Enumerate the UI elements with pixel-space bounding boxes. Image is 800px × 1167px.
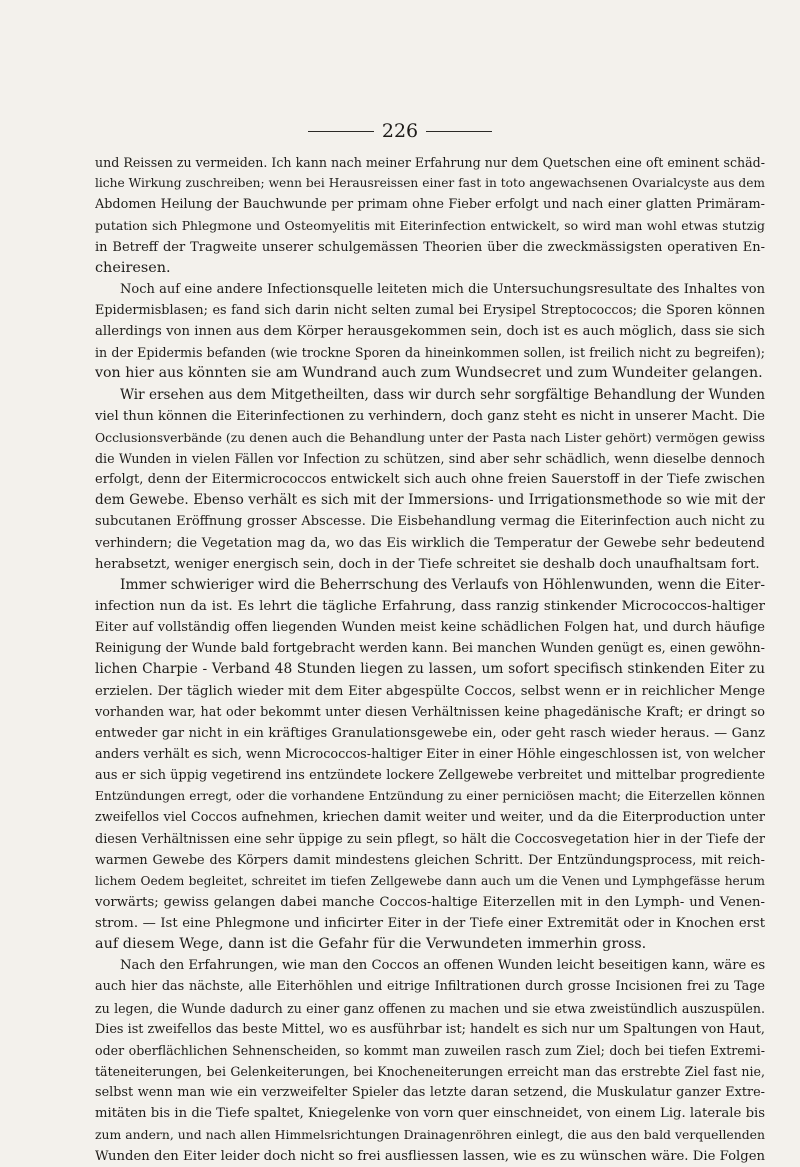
- text-line: Abdomen Heilung der Bauchwunde per primam ohne Fieber erfolgt und nach einer glatten Primäram-: [95, 197, 765, 213]
- text-line: lichen Charpie - Verband 48 Stunden liegen zu lassen, um sofort specifisch stinkenden Eiter zu: [95, 661, 765, 678]
- text-line: Reinigung der Wunde bald fortgebracht werden kann. Bei manchen Wunden genügt es, einen gewöhn-: [95, 641, 765, 657]
- text-line: cheiresen.: [95, 259, 171, 276]
- text-line: selbst wenn man wie ein verzweifelter Spieler das letzte daran setzend, die Muskulatur ganzer Extre-: [95, 1085, 765, 1101]
- text-line: Occlusionsverbände (zu denen auch die Behandlung unter der Pasta nach Lister gehört) vermögen gewiss: [95, 429, 765, 445]
- text-line: diesen Verhältnissen eine sehr üppige zu sein pflegt, so hält die Coccosvegetation hier in der Tiefe der: [95, 831, 765, 847]
- text-line: oder oberflächlichen Sehnenscheiden, so kommt man zuweilen rasch zum Ziel; doch bei tiefen Extremi-: [95, 1042, 765, 1058]
- text-line: in der Epidermis befanden (wie trockne Sporen da hineinkommen sollen, ist freilich nicht zu begreifen);: [95, 345, 765, 361]
- text-line: anders verhält es sich, wenn Micrococcos-haltiger Eiter in einer Höhle eingeschlossen ist, von welcher: [95, 746, 765, 762]
- text-line: putation sich Phlegmone und Osteomyelitis mit Eiterinfection entwickelt, so wird man wohl etwas stutzig: [95, 218, 765, 234]
- text-line: Wunden den Eiter leider doch nicht so frei ausfliessen lassen, wie es zu wünschen wäre. Die Folgen: [95, 1148, 765, 1164]
- text-line: auch hier das nächste, alle Eiterhöhlen und eitrige Infiltrationen durch grosse Incisionen frei zu Tage: [95, 979, 765, 995]
- text-line: Dies ist zweifellos das beste Mittel, wo es ausführbar ist; handelt es sich nur um Spaltungen von Haut,: [95, 1021, 765, 1037]
- text-line: subcutanen Eröffnung grosser Abscesse. Die Eisbehandlung vermag die Eiterinfection auch nicht zu: [95, 514, 765, 530]
- text-line: verhindern; die Vegetation mag da, wo das Eis wirklich die Temperatur der Gewebe sehr bedeutend: [95, 535, 765, 551]
- text-line: erfolgt, denn der Eitermicrococcos entwickelt sich auch ohne freien Sauerstoff in der Tiefe zwischen: [95, 472, 765, 488]
- text-line: viel thun können die Eiterinfectionen zu verhindern, doch ganz steht es nicht in unserer Macht. Die: [95, 408, 765, 424]
- page-number: 226: [381, 120, 419, 142]
- text-line: Entzündungen erregt, oder die vorhandene Entzündung zu einer perniciösen macht; die Eiterzellen können: [95, 789, 765, 804]
- text-line: Eiter auf vollständig offen liegenden Wunden meist keine schädlichen Folgen hat, und durch häufige: [95, 620, 765, 636]
- header-rule-left: [308, 131, 374, 132]
- text-line: und Reissen zu vermeiden. Ich kann nach meiner Erfahrung nur dem Quetschen eine oft eminent schäd-: [95, 155, 765, 170]
- text-line: mitäten bis in die Tiefe spaltet, Kniegelenke von vorn quer einschneidet, von einem Lig. laterale bis: [95, 1106, 765, 1122]
- text-line: in Betreff der Tragweite unserer schulgemässen Theorien über die zweckmässigsten operativen En-: [95, 239, 765, 255]
- text-line: Wir ersehen aus dem Mitgetheilten, dass wir durch sehr sorgfältige Behandlung der Wunden: [120, 386, 765, 403]
- text-line: auf diesem Wege, dann ist die Gefahr für die Verwundeten immerhin gross.: [95, 936, 647, 953]
- text-line: allerdings von innen aus dem Körper herausgekommen sein, doch ist es auch möglich, dass sie sich: [95, 324, 765, 340]
- text-line: Epidermisblasen; es fand sich darin nicht selten zumal bei Erysipel Streptococcos; die Sporen können: [95, 302, 765, 318]
- text-line: dem Gewebe. Ebenso verhält es sich mit der Immersions- und Irrigationsmethode so wie mit der: [95, 492, 765, 509]
- text-line: Immer schwieriger wird die Beherrschung des Verlaufs von Höhlenwunden, wenn die Eiter-: [120, 576, 765, 593]
- text-line: infection nun da ist. Es lehrt die tägliche Erfahrung, dass ranzig stinkender Micrococcos-haltiger: [95, 598, 765, 614]
- text-line: strom. — Ist eine Phlegmone und inficirter Eiter in der Tiefe einer Extremität oder in Knochen erst: [95, 916, 765, 932]
- page-header: [0, 121, 800, 141]
- text-line: zum andern, und nach allen Himmelsrichtungen Drainagenröhren einlegt, die aus den bald verquellenden: [95, 1127, 765, 1143]
- text-line: vorhanden war, hat oder bekommt unter diesen Verhältnissen keine phagedänische Kraft; er dringt so: [95, 704, 765, 720]
- text-line: von hier aus könnten sie am Wundrand auch zum Wundsecret und zum Wundeiter gelangen.: [95, 365, 763, 382]
- header-rule-right: [426, 131, 492, 132]
- text-line: aus er sich üppig vegetirend ins entzündete lockere Zellgewebe verbreitet und mittelbar progrediente: [95, 768, 765, 784]
- text-line: lichem Oedem begleitet, schreitet im tiefen Zellgewebe dann auch um die Venen und Lymphgefässe herum: [95, 873, 765, 888]
- text-line: vorwärts; gewiss gelangen dabei manche Coccos-haltige Eiterzellen mit in den Lymph- und Venen-: [95, 894, 765, 910]
- text-line: entweder gar nicht in ein kräftiges Granulationsgewebe ein, oder geht rasch wieder heraus. — Ganz: [95, 725, 765, 741]
- text-line: herabsetzt, weniger energisch sein, doch in der Tiefe schreitet sie deshalb doch unaufhaltsam fort.: [95, 556, 760, 572]
- text-line: liche Wirkung zuschreiben; wenn bei Herausreissen einer fast in toto angewachsenen Ovarialcyste aus dem: [95, 176, 765, 191]
- body-text: [95, 152, 765, 1167]
- text-line: zu legen, die Wunde dadurch zu einer ganz offenen zu machen und sie etwa zweistündlich auszuspülen.: [95, 1000, 765, 1016]
- text-line: warmen Gewebe des Körpers damit mindestens gleichen Schritt. Der Entzündungsprocess, mit reich-: [95, 852, 765, 868]
- text-line: erzielen. Der täglich wieder mit dem Eiter abgespülte Coccos, selbst wenn er in reichlicher Menge: [95, 683, 765, 699]
- text-line: Nach den Erfahrungen, wie man den Coccos an offenen Wunden leicht beseitigen kann, wäre es: [120, 958, 765, 974]
- text-line: die Wunden in vielen Fällen vor Infection zu schützen, sind aber sehr schädlich, wenn dieselbe dennoch: [95, 450, 765, 466]
- text-line: zweifellos viel Coccos aufnehmen, kriechen damit weiter und weiter, und da die Eiterproduction unter: [95, 810, 765, 826]
- text-line: täteneiterungen, bei Gelenkeiterungen, bei Knocheneiterungen erreicht man das erstrebte Ziel fast nie,: [95, 1064, 765, 1080]
- text-line: Noch auf eine andere Infectionsquelle leiteten mich die Untersuchungsresultate des Inhaltes von: [120, 281, 765, 297]
